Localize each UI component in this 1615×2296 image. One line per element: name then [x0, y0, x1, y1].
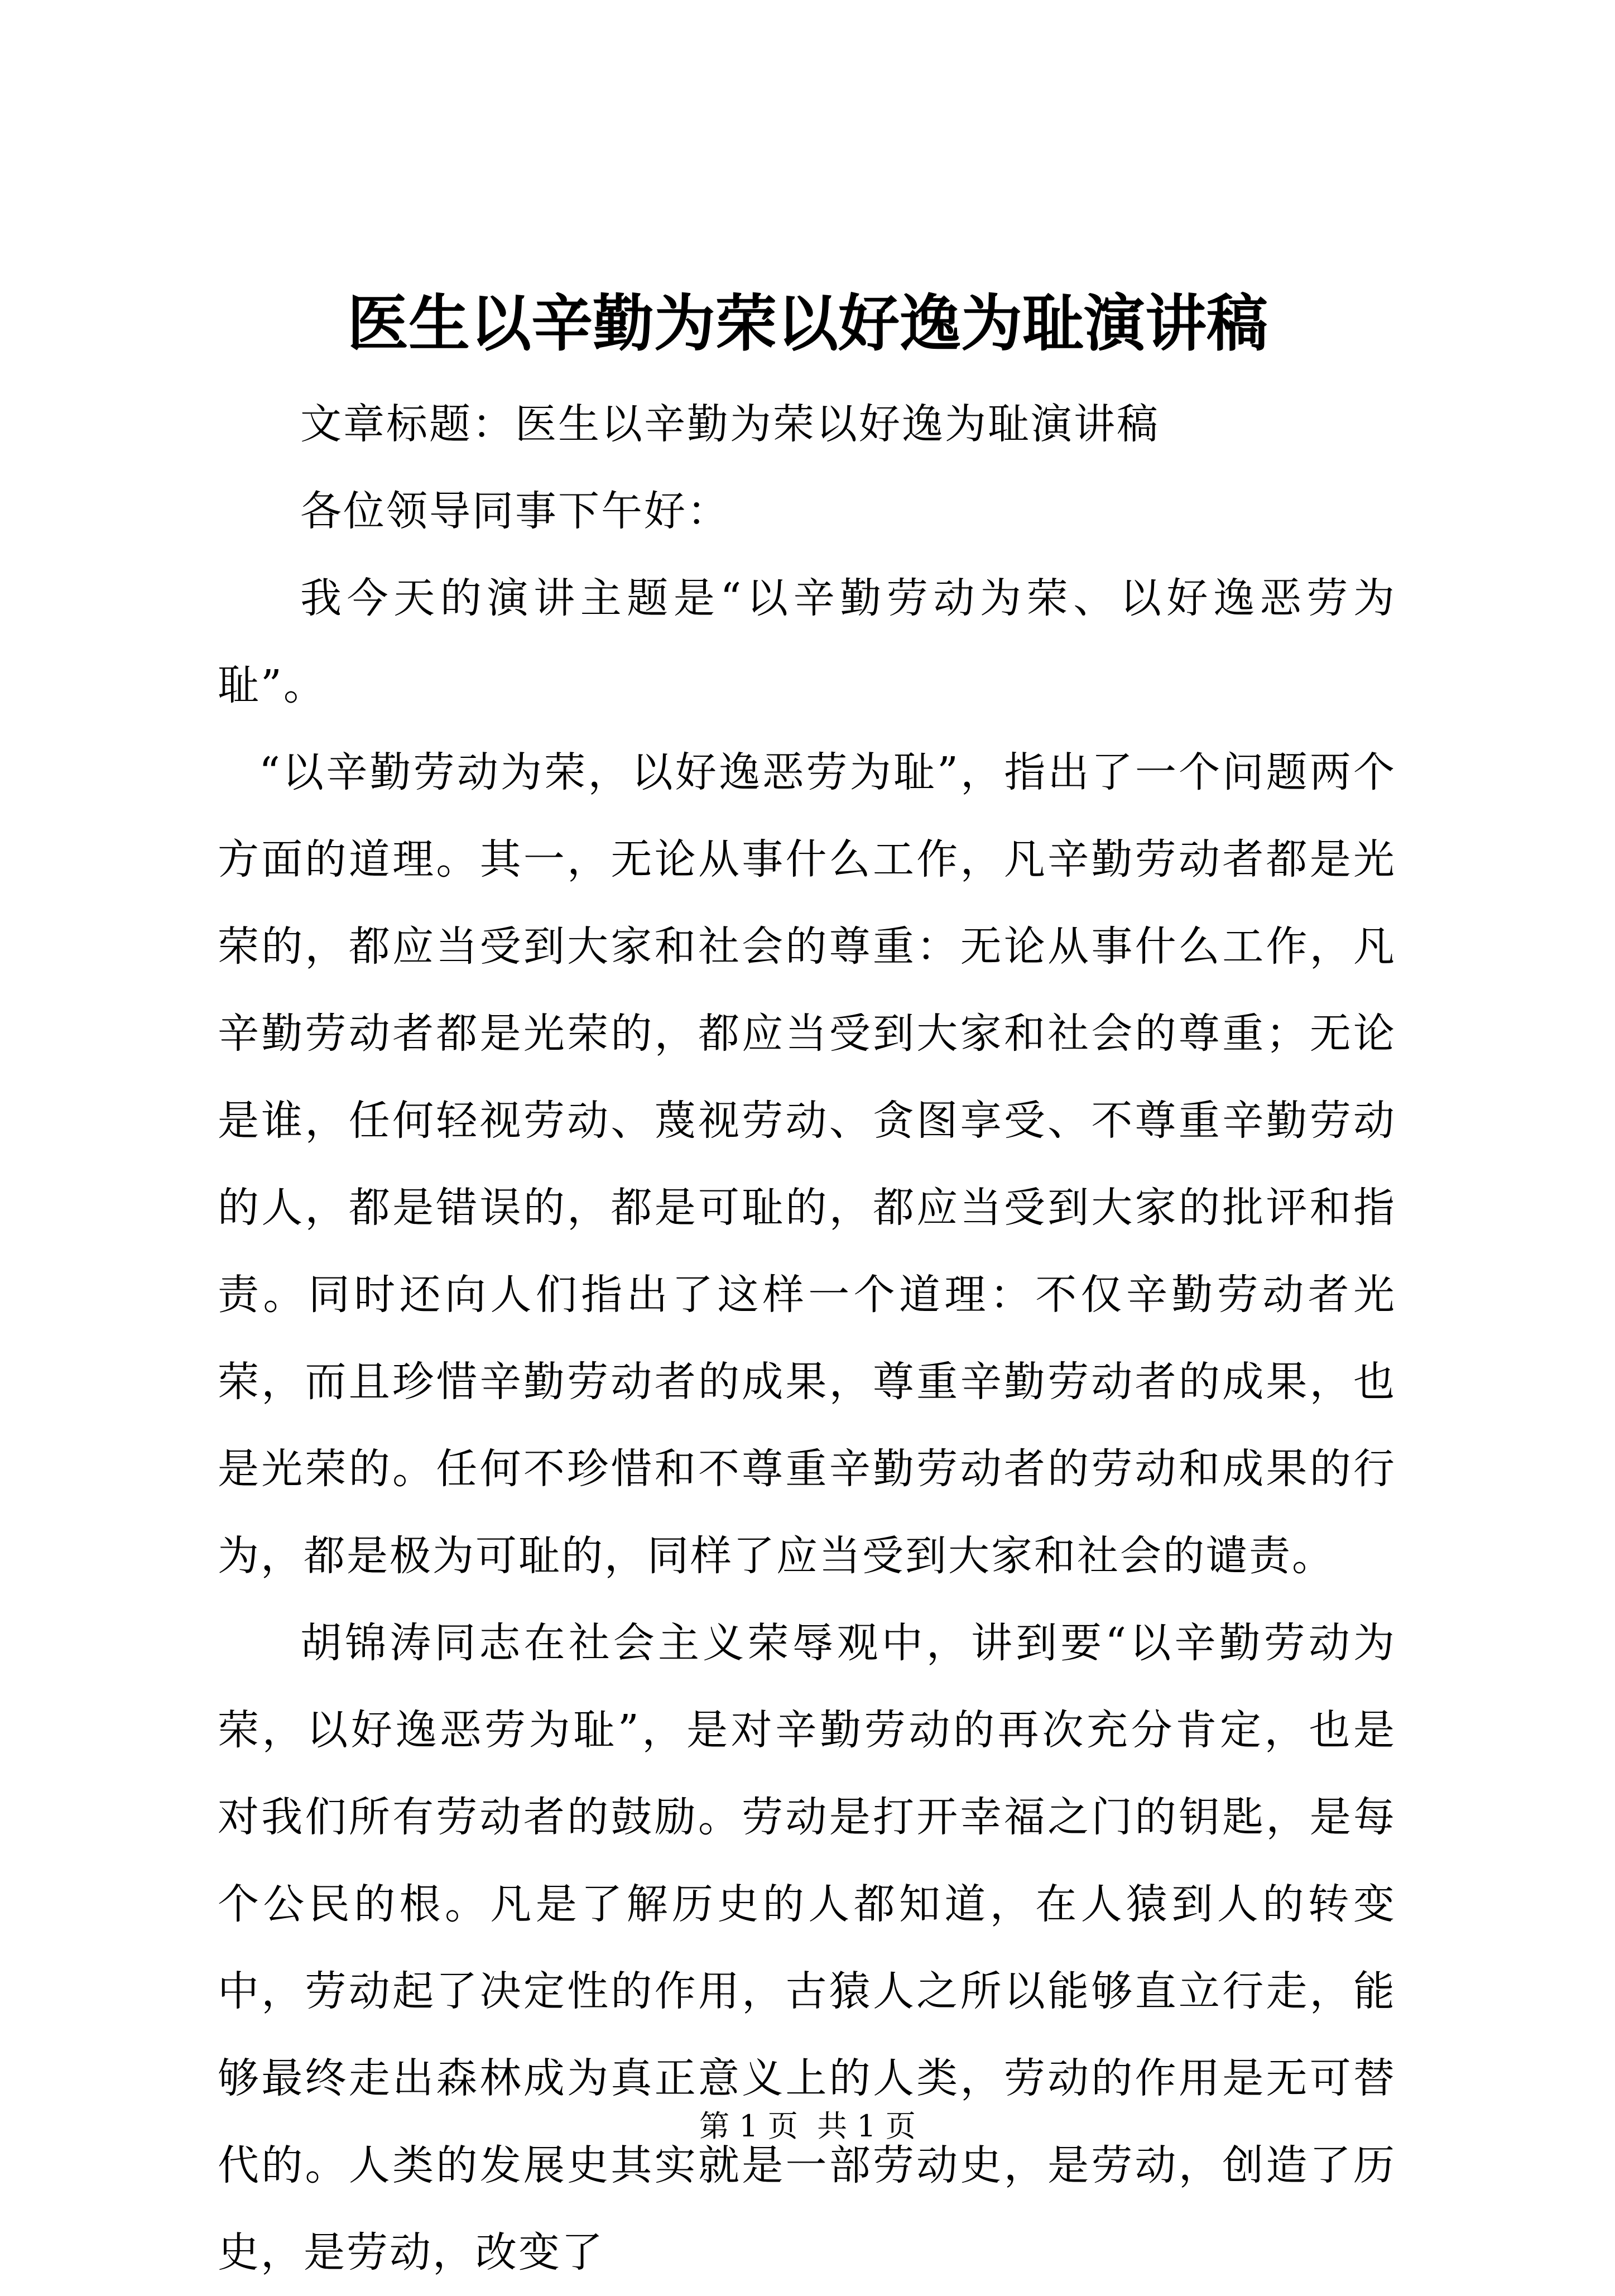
document-body: [218, 381, 1396, 2296]
paragraph-topic: 我今天的演讲主题是“以辛勤劳动为荣、以好逸恶劳为耻”。: [218, 574, 1396, 709]
paragraph-body-1: “以辛勤劳动为荣，以好逸恶劳为耻”，指出了一个问题两个方面的道理。其一，无论从事什么工作，凡辛勤劳动者都是光荣的，都应当受到大家和社会的尊重：无论从事什么工作，凡辛勤劳动者都是光荣的，都应当受到大家和社会的尊重；无论是谁，任何轻视劳动、蔑视劳动、贪图享受、不尊重辛勤劳动的人，都是错误的，都是可耻的，都应当受到大家的批评和指责。同时还向人们指出了这样一个道理：不仅辛勤劳动者光荣，而且珍惜辛勤劳动者的成果，尊重辛勤劳动者的成果，也是光荣的。任何不珍惜和不尊重辛勤劳动者的劳动和成果的行为，都是极为可耻的，同样了应当受到大家和社会的谴责。: [218, 748, 1396, 1580]
document-title: 医生以辛勤为荣以好逸为耻演讲稿: [347, 287, 1268, 359]
page-footer: [0, 2107, 1615, 2146]
page-number-label: 第 1 页 共 1 页: [699, 2108, 916, 2144]
paragraph-body-2: 胡锦涛同志在社会主义荣辱观中，讲到要“以辛勤劳动为荣，以好逸恶劳为耻”，是对辛勤劳动的再次充分肯定，也是对我们所有劳动者的鼓励。劳动是打开幸福之门的钥匙，是每个公民的根。凡是了解历史的人都知道，在人猿到人的转变中，劳动起了决定性的作用，古猿人之所以能够直立行走，能够最终走出森林成为真正意义上的人类，劳动的作用是无可替代的。人类的发展史其实就是一部劳动史，是劳动，创造了历史，是劳动，改变了: [218, 1619, 1396, 2276]
paragraph-article-title: 文章标题：医生以辛勤为荣以好逸为耻演讲稿: [300, 400, 1160, 448]
paragraph-greeting: 各位领导同事下午好：: [300, 487, 730, 535]
